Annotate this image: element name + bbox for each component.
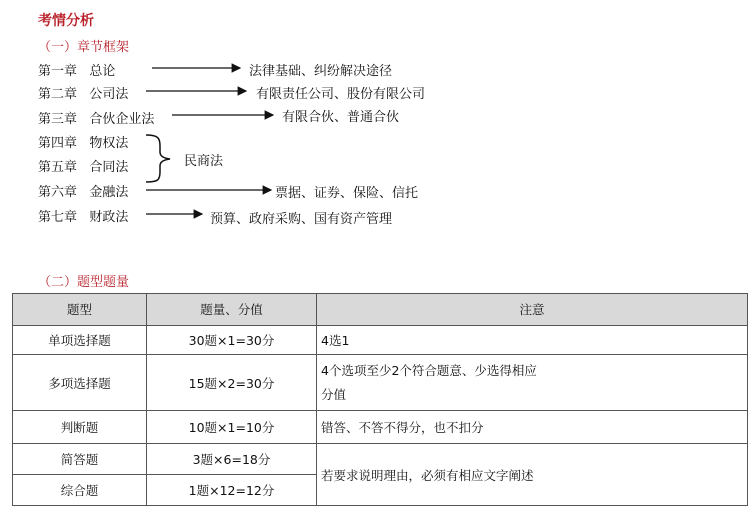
chapter-label: 第六章 [38, 185, 78, 200]
cell-type: 综合题 [13, 475, 147, 506]
target-chapter-2: 有限责任公司、股份有限公司 [256, 87, 426, 102]
cell-note: 错答、不答不得分，也不扣分 [317, 411, 748, 444]
chapter-name: 总论 [89, 64, 116, 79]
page-title: 考情分析 [38, 13, 94, 29]
chapter-label: 第三章 [38, 112, 78, 127]
table-row [13, 411, 748, 444]
bracket-label: 民商法 [184, 154, 224, 169]
table-header-row [13, 294, 748, 326]
target-chapter-1: 法律基础、纠纷解决途径 [249, 64, 393, 79]
chapter-name: 合同法 [89, 160, 129, 175]
note-line: 分值 [321, 386, 347, 402]
brace-icon [146, 135, 170, 182]
question-type-table [12, 293, 748, 506]
cell-count: 15题×2=30分 [147, 354, 317, 411]
cell-type: 判断题 [13, 411, 147, 444]
target-chapter-3: 有限合伙、普通合伙 [282, 110, 400, 125]
chapter-name: 公司法 [89, 87, 129, 102]
chapter-name: 金融法 [89, 185, 129, 200]
chapter-name: 物权法 [89, 136, 129, 151]
chapter-label: 第七章 [38, 210, 78, 225]
cell-type: 多项选择题 [13, 354, 147, 411]
chapter-name: 财政法 [89, 210, 129, 225]
cell-type: 单项选择题 [13, 325, 147, 354]
cell-count: 10题×1=10分 [147, 411, 317, 444]
chapter-label: 第五章 [38, 160, 78, 175]
chapter-name: 合伙企业法 [89, 112, 155, 127]
target-chapter-7: 预算、政府采购、国有资产管理 [210, 212, 393, 227]
cell-count: 30题×1=30分 [147, 325, 317, 354]
section-heading-question-types: （二）题型题量 [38, 275, 130, 290]
chapter-label: 第一章 [38, 64, 78, 79]
table-row [13, 354, 748, 411]
chapter-label: 第四章 [38, 136, 78, 151]
cell-count: 3题×6=18分 [147, 444, 317, 475]
target-chapter-6: 票据、证券、保险、信托 [275, 186, 419, 201]
header-type: 题型 [13, 294, 147, 326]
cell-count: 1题×12=12分 [147, 475, 317, 506]
cell-type: 简答题 [13, 444, 147, 475]
cell-note-merged: 若要求说明理由，必须有相应文字阐述 [317, 444, 748, 506]
cell-note: 4选1 [317, 325, 748, 354]
header-note: 注意 [317, 294, 748, 326]
table-row [13, 325, 748, 354]
section-heading-structure: （一）章节框架 [38, 40, 130, 55]
cell-note [317, 354, 748, 411]
table-row [13, 444, 748, 475]
chapter-label: 第二章 [38, 87, 78, 102]
note-line: 4个选项至少2个符合题意、少选得相应 [321, 362, 537, 378]
header-count: 题量、分值 [147, 294, 317, 326]
